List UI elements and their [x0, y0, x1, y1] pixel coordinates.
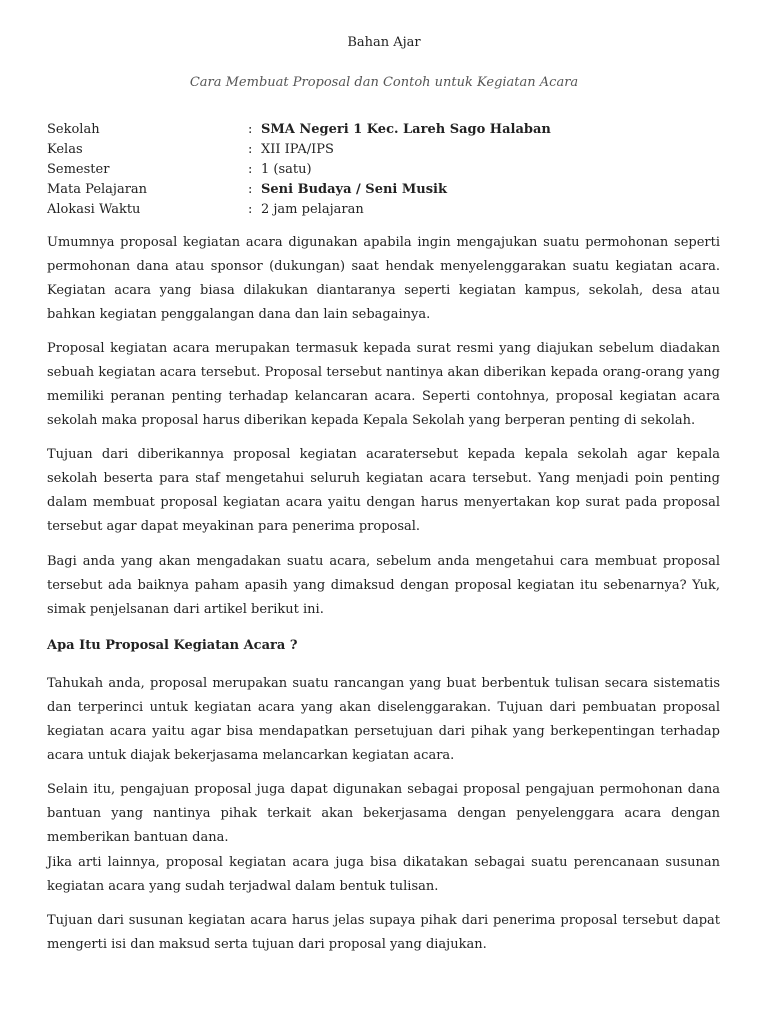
info-colon: :: [248, 202, 253, 217]
section-paragraph-1: Tahukah anda, proposal merupakan suatu rancangan yang buat berbentuk tulisan secara sistematis dan terperinci untuk kegiatan acara yang akan diselenggarakan. Tujuan dari pembuatan proposal kegiatan acara yaitu agar bisa mendapatkan persetujuan dari pihak yang berkepentingan terhadap acara untuk diajak bekerjasama melancarkan kegiatan acara.: [47, 676, 720, 763]
document-title: Cara Membuat Proposal dan Contoh untuk Kegiatan Acara: [189, 75, 579, 90]
info-row-kelas: [47, 140, 551, 160]
info-colon: :: [248, 142, 253, 157]
info-label: Kelas: [47, 142, 83, 157]
paragraph-definition: Proposal kegiatan acara merupakan termasuk kepada surat resmi yang diajukan sebelum diadakan sebuah kegiatan acara tersebut. Proposal tersebut nantinya akan diberikan kepada orang-orang yang memiliki peranan penting terhadap kelancaran acara. Seperti contohnya, proposal kegiatan acara sekolah maka proposal harus diberikan kepada Kepala Sekolah yang berperan penting di sekolah.: [47, 341, 720, 428]
section-heading: Apa Itu Proposal Kegiatan Acara ?: [47, 638, 298, 653]
info-label: Semester: [47, 162, 110, 177]
section-paragraph-4: Tujuan dari susunan kegiatan acara harus jelas supaya pihak dari penerima proposal tersebut dapat mengerti isi dan maksud serta tujuan dari proposal yang diajukan.: [47, 913, 720, 952]
section-paragraph-3: Jika arti lainnya, proposal kegiatan acara juga bisa dikatakan sebagai suatu perencanaan susunan kegiatan acara yang sudah terjadwal dalam bentuk tulisan.: [47, 855, 720, 894]
info-value: SMA Negeri 1 Kec. Lareh Sago Halaban: [261, 122, 551, 137]
info-colon: :: [248, 182, 253, 197]
info-row-mata-pelajaran: [47, 180, 551, 200]
info-label: Mata Pelajaran: [47, 182, 148, 197]
info-value: 2 jam pelajaran: [261, 202, 364, 217]
info-value: Seni Budaya / Seni Musik: [261, 182, 447, 197]
paragraph-intro: Umumnya proposal kegiatan acara digunakan apabila ingin mengajukan suatu permohonan seperti permohonan dana atau sponsor (dukungan) saat hendak menyelenggarakan suatu kegiatan acara. Kegiatan acara yang biasa dilakukan diantaranya seperti kegiatan kampus, sekolah, desa atau bahkan kegiatan penggalangan dana dan lain sebagainya.: [47, 235, 720, 322]
paragraph-purpose: Tujuan dari diberikannya proposal kegiatan acaratersebut kepada kepala sekolah agar kepala sekolah beserta para staf mengetahui seluruh kegiatan acara tersebut. Yang menjadi poin penting dalam membuat proposal kegiatan acara yaitu dengan harus menyertakan kop surat pada proposal tersebut agar dapat meyakinan para penerima proposal.: [47, 447, 720, 534]
info-row-sekolah: [47, 120, 551, 140]
info-table: [47, 120, 551, 220]
paragraph-closing: Bagi anda yang akan mengadakan suatu acara, sebelum anda mengetahui cara membuat proposal tersebut ada baiknya paham apasih yang dimaksud dengan proposal kegiatan itu sebenarnya? Yuk, simak penjelsanan dari artikel berikut ini.: [47, 554, 720, 617]
info-label: Sekolah: [47, 122, 100, 137]
info-colon: :: [248, 122, 253, 137]
info-label: Alokasi Waktu: [47, 202, 141, 217]
info-row-semester: [47, 160, 551, 180]
info-row-alokasi-waktu: [47, 200, 551, 220]
document-header: Bahan Ajar: [347, 35, 421, 50]
info-colon: :: [248, 162, 253, 177]
section-paragraph-2: Selain itu, pengajuan proposal juga dapat digunakan sebagai proposal pengajuan permohonan dana bantuan yang nantinya pihak terkait akan bekerjasama dengan penyelenggara acara dengan memberikan bantuan dana.: [47, 782, 720, 845]
info-value: 1 (satu): [261, 162, 312, 177]
info-value: XII IPA/IPS: [261, 142, 334, 157]
